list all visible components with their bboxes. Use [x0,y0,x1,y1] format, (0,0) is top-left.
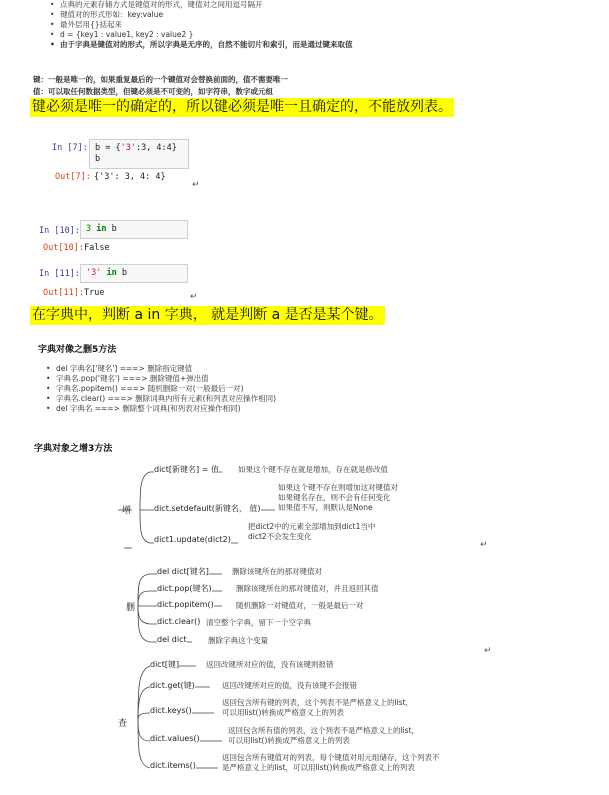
paragraph-mark: ↵ [484,646,492,656]
cell-10-code-number: 3 [86,224,92,234]
paragraph-mark: ↵ [190,292,198,302]
cell-7-in-prompt: In [7]: [52,143,88,153]
delete-map-root: 删 [126,603,136,613]
intro-bullet: • 最外层用{}括起来 [50,20,353,30]
add-node-assign: dict[新键名] = 值 [154,465,219,474]
desc-line: dict2不会发生变化 [248,532,312,541]
cell-11-code-keyword: in [106,268,117,278]
delete-method-item: • del 字典名['键名'] ===> 删除指定键值 [46,364,276,374]
intro-bullet: • 由于字典是键值对的形式，所以字典是无序的，自然不能切片和索引，而是通过键来取值 [50,40,353,50]
paragraph-mark: ↵ [480,540,488,550]
delete-method-item: • 字典名.clear() ===> 删除词典内所有元素(和列表对应操作相同) [46,394,276,404]
query-node-values: dict.values() [150,734,200,743]
desc-line: 如果这个键不存在则增加这对键值对 [278,483,398,492]
cell-7-code-line2: b [95,154,101,164]
query-map-root: 查 [118,719,128,729]
cell-11-code-string: '3' [86,268,102,278]
cell-7-out-prompt: Out[7]: [55,172,91,182]
delete-node-pop-desc: 删除该键所在的那对键值对，并且返回其值 [236,584,379,593]
desc-line: 返回包含所有键值对的列表，每个键值对用元组储存，这个列表不 [222,753,440,762]
paragraph-mark: ↵ [192,180,200,190]
key-note: 键：一般是唯一的，如果重复最后的一个键值对会替换前面的，值不需要唯一 [33,75,288,84]
cell-7-code-string: '3' [120,143,136,153]
query-node-index-desc: 返回改键所对应的值，没有该键则报错 [206,660,334,669]
query-node-get: dict.get(键) [150,681,195,690]
cell-10-out-prompt: Out[10]: [43,243,84,253]
query-node-keys-desc [222,698,413,718]
query-node-index: dict[键] [150,660,180,669]
cell-11-out-prompt: Out[11]: [43,288,84,298]
delete-node-del-dict: del dict [157,635,187,644]
cell-7-output: {'3': 3, 4: 4} [94,172,166,182]
intro-bullet: • 键值对的形式形如：key:value [50,10,353,20]
query-node-values-desc [228,726,419,746]
delete-node-del-key-desc: 删除该键所在的那对键值对 [232,567,322,576]
cell-7-code-part: :3, 4:4} [135,143,177,153]
cell-11-output: True [84,288,105,298]
highlight-key-unique: 键必须是唯一的确定的，所以键必须是唯一且确定的，不能放列表。 [32,99,452,115]
cell-10-in-prompt: In [10]: [39,226,80,236]
delete-methods-heading: 字典对像之删5方法 [38,345,117,355]
add-node-assign-desc: 如果这个键不存在就是增加，存在就是修改值 [238,465,388,474]
add-node-setdefault: dict.setdefault(新键名， 值) [154,504,261,513]
value-note: 值：可以取任何数据类型，但键必须是不可变的，如字符串，数字或元组 [33,87,273,96]
desc-line: 可以用list()转换成严格意义上的列表 [228,736,350,745]
add-node-update: dict1.update(dict2) [154,535,231,544]
desc-line: 如果键名存在，则不会有任何变化 [278,493,391,502]
delete-node-clear-desc: 清空整个字典，留下一个空字典 [206,618,311,627]
desc-line: 是严格意义上的list，可以用list()转换成严格意义上的列表 [222,763,415,772]
cell-11-code-var: b [121,268,127,278]
add-node-setdefault-desc [278,483,398,513]
delete-node-del-key: del dict[键名] [157,567,209,576]
intro-bullet: • 点典的元素存储方式是键值对的形式，键值对之间用逗号隔开 [50,0,353,10]
cell-7-code-part: b = { [95,143,121,153]
cell-10-output: False [84,243,110,253]
highlight-in-check: 在字典中，判断 a in 字典， 就是判断 a 是否是某个键。 [32,307,383,323]
cell-11-in-prompt: In [11]: [39,269,80,279]
desc-line: 可以用list()转换成严格意义上的列表 [222,708,344,717]
desc-line: 返回包含所有值的列表，这个列表不是严格意义上的list， [228,726,420,735]
add-methods-heading: 字典对象之增3方法 [34,444,113,454]
query-node-get-desc: 返回改键所对应的值，没有该键不会报错 [222,681,357,690]
delete-node-del-dict-desc: 删除字典这个变量 [208,636,268,645]
delete-node-popitem-desc: 随机删除一对键值对，一般是最后一对 [236,601,364,610]
cell-10-code-keyword: in [96,224,107,234]
desc-line: 如果值不写，则默认是None [278,503,373,512]
delete-node-clear: dict.clear() [157,617,201,626]
query-node-keys: dict.keys() [150,706,192,715]
query-node-items-desc [222,753,440,773]
add-map-root: 增 [122,506,132,516]
desc-line: 把dict2中的元素全部增加到dict1当中 [248,522,376,531]
delete-node-pop: dict.pop(键名) [157,584,212,593]
cell-10-code-var: b [111,224,117,234]
delete-node-popitem: dict.popitem() [157,600,214,609]
desc-line: 返回包含所有键的列表，这个列表不是严格意义上的list， [222,698,414,707]
add-node-update-desc [248,522,375,542]
delete-method-item: • 字典名.pop('键名') ===> 删除键值+弹出值 [46,374,276,384]
delete-method-item: • del 字典名 ===> 删除整个词典(和列表对应操作相同) [46,404,276,414]
intro-bullet: • d = {key1 : value1, key2 : value2 } [50,30,353,40]
query-node-items: dict.items() [150,761,196,770]
delete-method-item: • 字典名.popitem() ===> 随机删除一对(一般最后一对) [46,384,276,394]
